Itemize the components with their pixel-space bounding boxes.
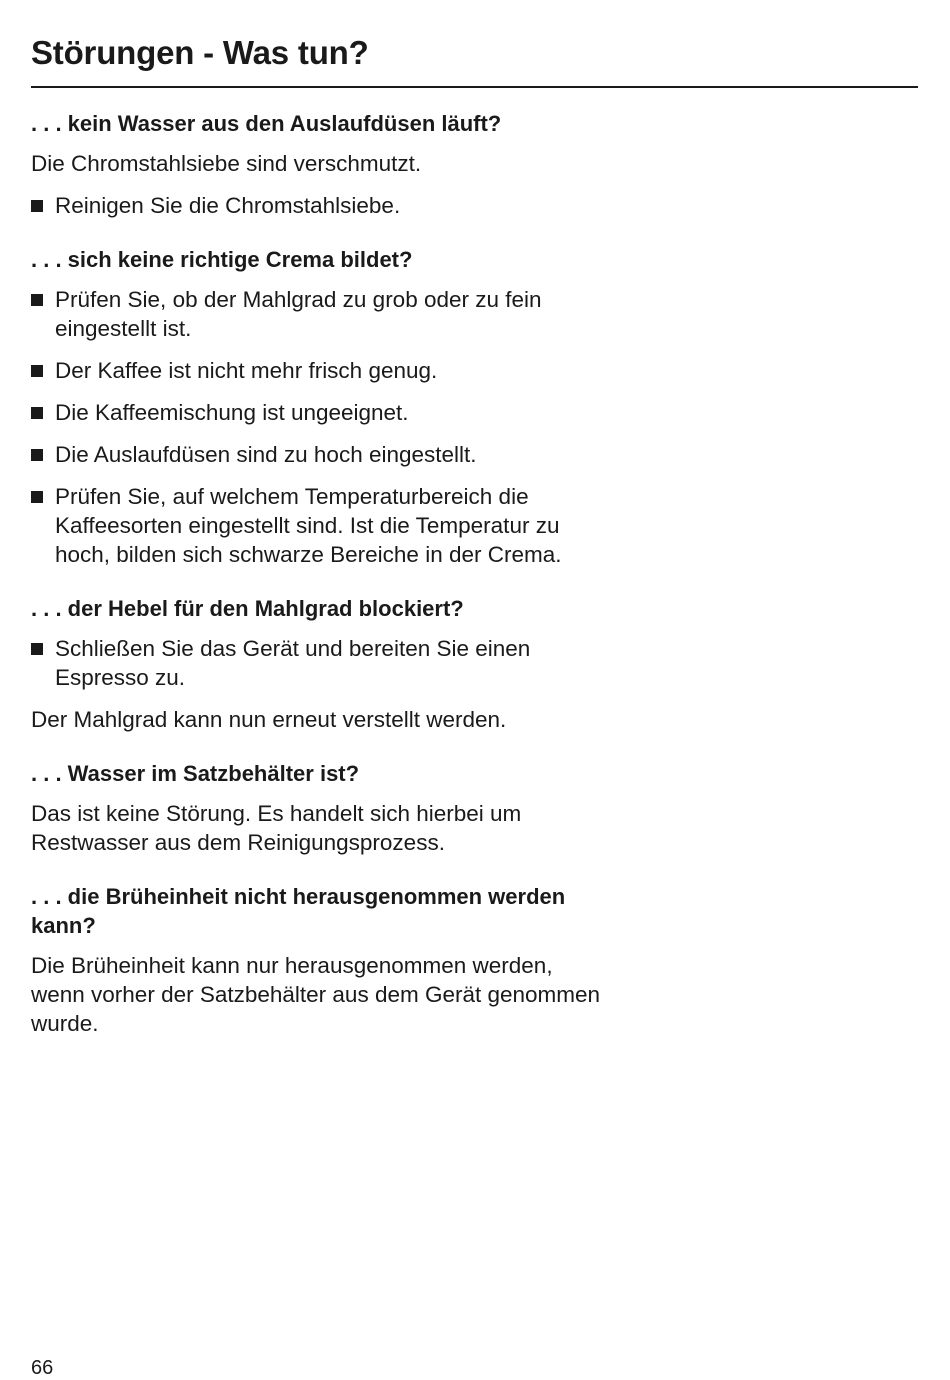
square-bullet-icon	[31, 407, 43, 419]
square-bullet-icon	[31, 449, 43, 461]
bullet-item	[31, 482, 606, 569]
bullet-text: Prüfen Sie, auf welchem Temperaturbereich die Kaffeesorten eingestellt sind. Ist die Temperatur zu hoch, bilden sich schwarze Bereiche in der Crema.	[55, 484, 562, 567]
bullet-item	[31, 356, 606, 385]
result-text: Der Mahlgrad kann nun erneut verstellt werden.	[31, 707, 507, 732]
question-brew-unit: . . . die Brüheinheit nicht herausgenommen werden kann?	[31, 884, 566, 938]
explanation-text: Die Brüheinheit kann nur herausgenommen werden, wenn vorher der Satzbehälter aus dem Gerät genommen wurde.	[31, 953, 601, 1036]
square-bullet-icon	[31, 643, 43, 655]
question-lever-blocked: . . . der Hebel für den Mahlgrad blockiert?	[31, 596, 464, 621]
bullet-item	[31, 440, 606, 469]
bullet-text: Die Auslaufdüsen sind zu hoch eingestellt.	[55, 442, 477, 467]
question-no-water: . . . kein Wasser aus den Auslaufdüsen läuft?	[31, 111, 502, 136]
bullet-text: Schließen Sie das Gerät und bereiten Sie einen Espresso zu.	[55, 636, 531, 690]
title-divider	[31, 86, 918, 88]
troubleshooting-content	[31, 109, 606, 1063]
bullet-text: Prüfen Sie, ob der Mahlgrad zu grob oder zu fein eingestellt ist.	[55, 287, 542, 341]
question-water-in-container: . . . Wasser im Satzbehälter ist?	[31, 761, 360, 786]
bullet-item	[31, 285, 606, 343]
page-title: Störungen - Was tun?	[31, 34, 369, 71]
section-lever-blocked	[31, 594, 606, 734]
bullet-item	[31, 191, 606, 220]
square-bullet-icon	[31, 491, 43, 503]
cause-text: Die Chromstahlsiebe sind verschmutzt.	[31, 151, 422, 176]
page-number: 66	[31, 1357, 54, 1379]
section-no-water	[31, 109, 606, 220]
square-bullet-icon	[31, 200, 43, 212]
section-brew-unit	[31, 882, 606, 1038]
bullet-text: Reinigen Sie die Chromstahlsiebe.	[55, 193, 401, 218]
bullet-text: Die Kaffeemischung ist ungeeignet.	[55, 400, 409, 425]
bullet-item	[31, 634, 606, 692]
explanation-text: Das ist keine Störung. Es handelt sich hierbei um Restwasser aus dem Reinigungsprozess.	[31, 801, 522, 855]
question-no-crema: . . . sich keine richtige Crema bildet?	[31, 247, 413, 272]
square-bullet-icon	[31, 294, 43, 306]
section-no-crema	[31, 245, 606, 569]
bullet-text: Der Kaffee ist nicht mehr frisch genug.	[55, 358, 438, 383]
bullet-item	[31, 398, 606, 427]
square-bullet-icon	[31, 365, 43, 377]
section-water-in-container	[31, 759, 606, 857]
